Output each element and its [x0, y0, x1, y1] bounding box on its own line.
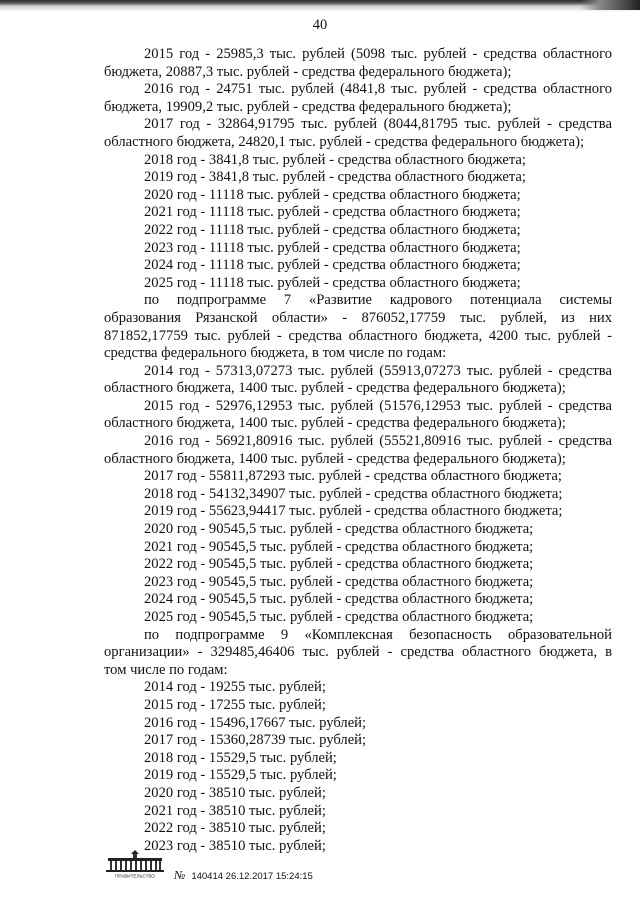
text-line: областного бюджета, 1400 тыс. рублей - средства федерального бюджета);: [104, 415, 566, 432]
text-line: 2016 год - 56921,80916 тыс. рублей (55521,80916 тыс. рублей - средства: [144, 433, 612, 450]
text-line: образования Рязанской области» - 876052,17759 тыс. рублей, из них: [104, 309, 612, 326]
text-line: 2021 год - 38510 тыс. рублей;: [144, 802, 326, 819]
text-line: 2022 год - 90545,5 тыс. рублей - средства областного бюджета;: [144, 556, 534, 573]
text-line: 2020 год - 38510 тыс. рублей;: [144, 784, 326, 801]
text-line: 2022 год - 38510 тыс. рублей;: [144, 820, 326, 837]
text-line: 2025 год - 90545,5 тыс. рублей - средства областного бюджета;: [144, 609, 534, 625]
footer-stamp: [104, 848, 504, 888]
text-line: 2024 год - 11118 тыс. рублей - средства областного бюджета;: [144, 257, 521, 274]
text-line: 2019 год - 3841,8 тыс. рублей - средства областного бюджета;: [144, 169, 526, 186]
text-line: 2021 год - 11118 тыс. рублей - средства областного бюджета;: [144, 204, 521, 221]
text-line: 871852,17759 тыс. рублей - средства областного бюджета, 4200 тыс. рублей -: [104, 327, 612, 344]
registration-stamp: [174, 868, 313, 883]
text-line: 2015 год - 52976,12953 тыс. рублей (51576,12953 тыс. рублей - средства: [144, 397, 612, 414]
scan-edge: [0, 0, 640, 14]
text-line: 2017 год - 32864,91795 тыс. рублей (8044,81795 тыс. рублей - средства: [144, 116, 612, 133]
text-line: областного бюджета, 1400 тыс. рублей - средства федерального бюджета);: [104, 450, 566, 467]
number-mark: №: [174, 868, 186, 882]
text-line: 2017 год - 15360,28739 тыс. рублей;: [144, 732, 367, 749]
text-line: 2018 год - 3841,8 тыс. рублей - средства областного бюджета;: [144, 151, 526, 168]
text-line: 2019 год - 55623,94417 тыс. рублей - средства областного бюджета;: [144, 503, 563, 520]
text-line: 2024 год - 90545,5 тыс. рублей - средства областного бюджета;: [144, 591, 534, 608]
text-line: организации» - 329485,46406 тыс. рублей - средства областного бюджета, в: [104, 644, 612, 661]
text-line: 2021 год - 90545,5 тыс. рублей - средства областного бюджета;: [144, 538, 534, 555]
text-line: 2019 год - 15529,5 тыс. рублей;: [144, 767, 337, 784]
government-building-logo: [104, 848, 166, 878]
text-line: 2017 год - 55811,87293 тыс. рублей - средства областного бюджета;: [144, 468, 562, 485]
text-line: 2023 год - 90545,5 тыс. рублей - средства областного бюджета;: [144, 573, 534, 590]
text-line: 2018 год - 15529,5 тыс. рублей;: [144, 749, 337, 766]
text-line: 2023 год - 38510 тыс. рублей;: [144, 837, 326, 854]
text-line: 2016 год - 24751 тыс. рублей (4841,8 тыс. рублей - средства областного: [144, 81, 612, 98]
text-line: 2018 год - 54132,34907 тыс. рублей - средства областного бюджета;: [144, 485, 563, 502]
emblem-caption: ПРАВИТЕЛЬСТВО: [115, 873, 155, 878]
text-line: 2015 год - 25985,3 тыс. рублей (5098 тыс. рублей - средства областного: [144, 46, 612, 62]
text-line: бюджета, 19909,2 тыс. рублей - средства федерального бюджета);: [104, 98, 512, 115]
page-number: 40: [312, 17, 328, 33]
text-line: 2020 год - 90545,5 тыс. рублей - средства областного бюджета;: [144, 521, 534, 538]
text-line: 2016 год - 15496,17667 тыс. рублей;: [144, 714, 367, 731]
text-line: 2015 год - 17255 тыс. рублей;: [144, 696, 326, 713]
text-line: бюджета, 20887,3 тыс. рублей - средства федерального бюджета);: [104, 63, 512, 80]
text-line: областного бюджета, 24820,1 тыс. рублей - средства федерального бюджета);: [104, 133, 585, 150]
scan-edge-corner: [580, 0, 640, 10]
text-line: по подпрограмме 7 «Развитие кадрового потенциала системы: [144, 292, 612, 309]
text-line: по подпрограмме 9 «Комплексная безопасность образовательной: [144, 626, 612, 643]
text-line: том числе по годам:: [104, 661, 228, 678]
text-line: 2014 год - 19255 тыс. рублей;: [144, 679, 326, 696]
stamp-text: 140414 26.12.2017 15:24:15: [191, 871, 313, 882]
text-line: 2014 год - 57313,07273 тыс. рублей (55913,07273 тыс. рублей - средства: [144, 362, 612, 379]
document-body: [104, 46, 612, 855]
text-line: 2025 год - 11118 тыс. рублей - средства областного бюджета;: [144, 274, 521, 291]
text-line: 2023 год - 11118 тыс. рублей - средства областного бюджета;: [144, 239, 521, 256]
text-line: областного бюджета, 1400 тыс. рублей - средства федерального бюджета);: [104, 380, 566, 397]
text-line: средства федерального бюджета, в том числе по годам:: [104, 345, 447, 362]
text-line: 2022 год - 11118 тыс. рублей - средства областного бюджета;: [144, 221, 521, 238]
text-line: 2020 год - 11118 тыс. рублей - средства областного бюджета;: [144, 186, 521, 203]
